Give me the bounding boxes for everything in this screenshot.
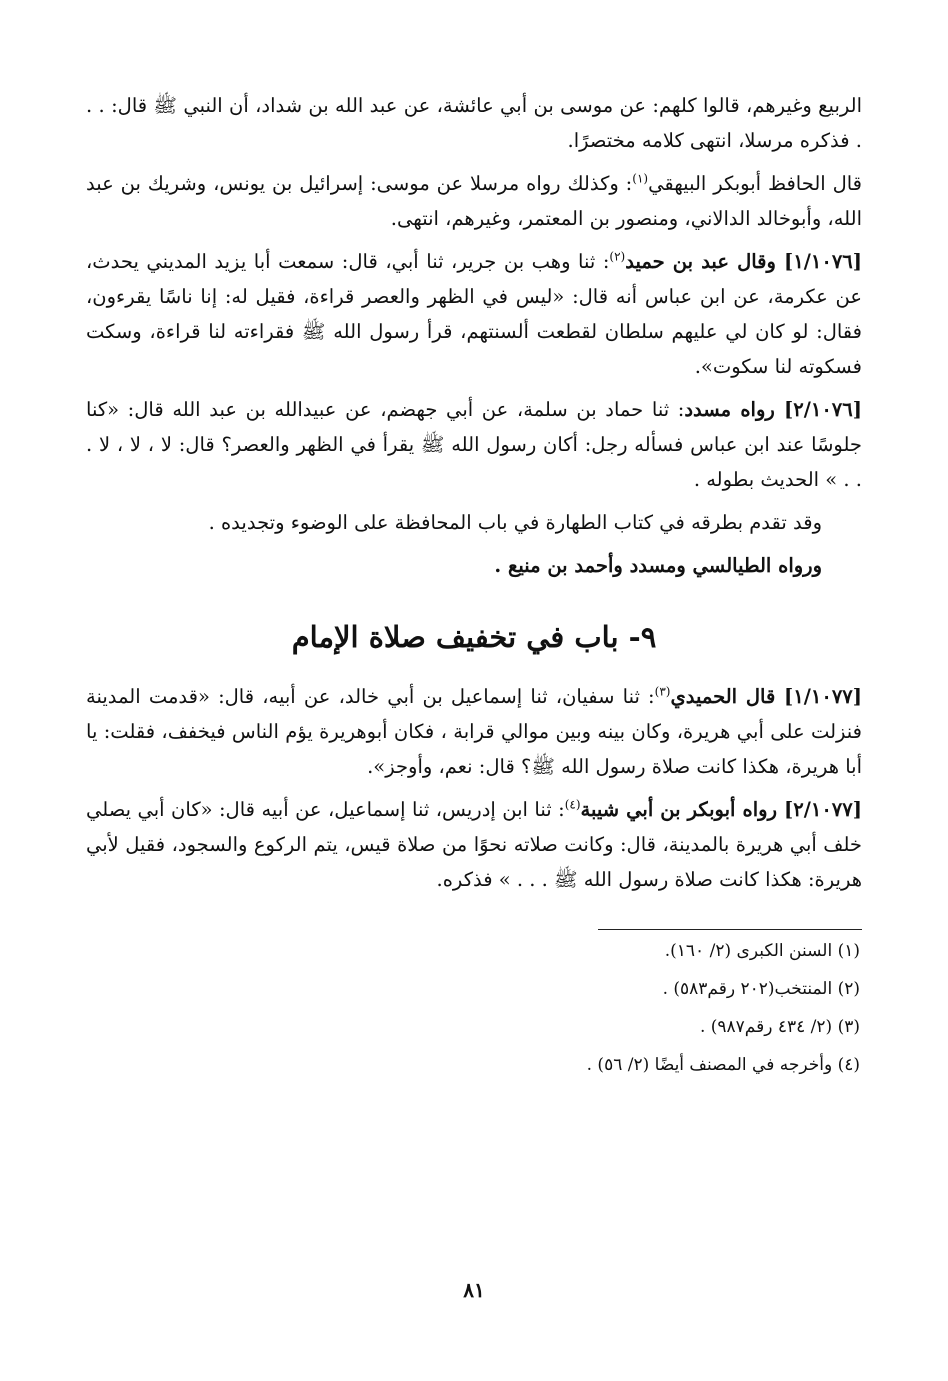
hadith-text: : ثنا حماد بن سلمة، عن أبي جهضم، عن عبيدالله بن عبد الله قال: «كنا جلوسًا عند ابن عباس فسأله رجل: أكان رسول الله ﷺ يقرأ في الظهر والعصر؟ قال: لا ، لا ، لا . . . » الحديث بطوله . [86,398,862,491]
hadith-lead: [٢/١٠٧٦] رواه مسدد [684,398,862,421]
footnote-ref-4[interactable]: (٤) [564,797,581,812]
hadith-1077-2 [86,792,862,897]
hadith-1076-2 [86,392,862,497]
paragraph-text: : وكذلك رواه مرسلا عن موسى: إسرائيل بن يونس، وشريك بن عبد الله، وأبوخالد الدالاني، ومنصور بن المعتمر، وغيرهم، انتهى. [86,172,862,230]
paragraph-1 [86,88,862,158]
page-number: ٨١ [463,1278,485,1302]
footnote-ref-1[interactable]: (١) [632,171,649,186]
footnote-ref-3[interactable]: (٣) [654,684,671,699]
hadith-text: : ثنا ابن إدريس، ثنا إسماعيل، عن أبيه قال: «كان أبي يصلي خلف أبي هريرة بالمدينة، قال: وكانت صلاته نحوًا من صلاة قيس، يتم الركوع والسجود، فقيل لأبي هريرة: هكذا كانت صلاة رسول الله ﷺ . . . » فذكره. [86,798,862,891]
footnote-3: (٣) (٢/ ٤٣٤ رقم٩٨٧) . [699,1017,860,1037]
note-narrators: ورواه الطيالسي ومسدد وأحمد بن منيع . [494,554,822,577]
footnote-divider [598,929,862,930]
paragraph-pre: قال الحافظ أبوبكر البيهقي [648,172,863,195]
chapter-heading: ٩- باب في تخفيف صلاة الإمام [291,620,657,654]
hadith-lead: [١/١٠٧٧] قال الحميدي [670,685,863,708]
hadith-text: : ثنا سفيان، ثنا إسماعيل بن أبي خالد، عن أبيه، قال: «قدمت المدينة فنزلت على أبي هريرة، وكان بينه وبين موالي قرابة ، فكان أبوهريرة يؤم الناس فيخفف، فقلت: يا أبا هريرة، هكذا كانت صلاة رسول الله ﷺ؟ قال: نعم، وأوجز». [86,685,862,778]
paragraph-text: الربيع وغيرهم، قالوا كلهم: عن موسى بن أبي عائشة، عن عبد الله بن شداد، أن النبي ﷺ قال: . . . فذكره مرسلا، انتهى كلامه مختصرًا. [86,94,862,152]
footnote-ref-2[interactable]: (٢) [609,249,626,264]
footnote-1: (١) السنن الكبرى (٢/ ١٦٠). [664,941,860,961]
footnote-4: (٤) وأخرجه في المصنف أيضًا (٢/ ٥٦) . [586,1055,860,1075]
hadith-lead: [٢/١٠٧٧] رواه أبوبكر بن أبي شيبة [580,798,862,821]
paragraph-2 [86,166,862,236]
note-earlier-mention: وقد تقدم بطرقه في كتاب الطهارة في باب المحافظة على الوضوء وتجديده . [208,511,822,534]
hadith-1077-1 [86,679,862,784]
page-body [86,88,862,1088]
hadith-text: : ثنا وهب بن جرير، ثنا أبي، قال: سمعت أبا يزيد المديني يحدث، عن عكرمة، عن ابن عباس أنه قال: «ليس في الظهر والعصر قراءة، فقيل له: إنا ناسًا يقرءون، فقال: لو كان لي عليهم سلطان لقطعت ألسنتهم، قرأ رسول الله ﷺ فقراءته لنا قراءة، وسكت فسكوته لنا سكوت». [86,250,862,378]
hadith-lead: [١/١٠٧٦] وقال عبد بن حميد [625,250,863,273]
hadith-1076-1 [86,244,862,384]
footnote-2: (٢) المنتخب(٢٠٢ رقم٥٨٣) . [662,979,860,999]
